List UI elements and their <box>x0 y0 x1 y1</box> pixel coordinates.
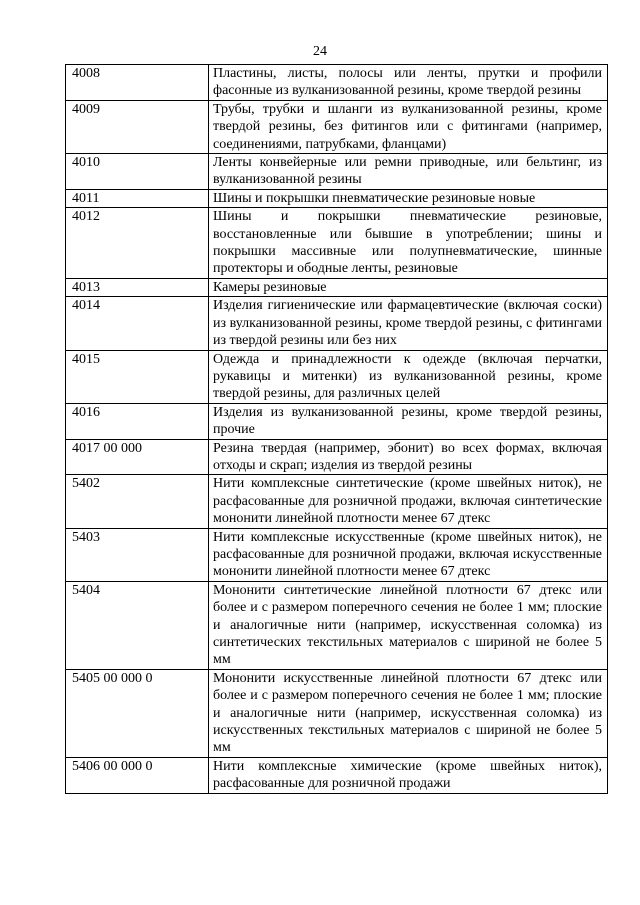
description-cell: Камеры резиновые <box>209 278 608 296</box>
table-row <box>66 278 608 296</box>
table-row <box>66 669 608 757</box>
table-row <box>66 154 608 190</box>
code-cell: 5406 00 000 0 <box>66 757 209 793</box>
code-cell: 4013 <box>66 278 209 296</box>
table-row <box>66 189 608 207</box>
table-body <box>66 65 608 794</box>
description-cell: Нити комплексные искусственные (кроме швейных ниток), не расфасованные для розничной продажи, включая искусственные мононити линейной плотности менее 67 дтекс <box>209 528 608 581</box>
description-cell: Шины и покрышки пневматические резиновые новые <box>209 189 608 207</box>
code-cell: 4009 <box>66 100 209 153</box>
description-cell: Мононити искусственные линейной плотности 67 дтекс или более и с размером поперечного сечения не более 1 мм; плоские и аналогичные нити (например, искусственная соломка) из искусственных текстильных материалов с шириной не более 5 мм <box>209 669 608 757</box>
code-cell: 5403 <box>66 528 209 581</box>
code-cell: 4016 <box>66 403 209 439</box>
tariff-code-table <box>65 64 608 794</box>
description-cell: Резина твердая (например, эбонит) во всех формах, включая отходы и скрап; изделия из твердой резины <box>209 439 608 475</box>
description-cell: Ленты конвейерные или ремни приводные, или бельтинг, из вулканизованной резины <box>209 154 608 190</box>
table-row <box>66 757 608 793</box>
page-number: 24 <box>313 44 327 59</box>
table-row <box>66 297 608 350</box>
table-row <box>66 350 608 403</box>
table-row <box>66 528 608 581</box>
code-cell: 5405 00 000 0 <box>66 669 209 757</box>
code-cell: 5404 <box>66 581 209 669</box>
code-cell: 4017 00 000 <box>66 439 209 475</box>
code-cell: 4010 <box>66 154 209 190</box>
code-cell: 4012 <box>66 208 209 279</box>
description-cell: Трубы, трубки и шланги из вулканизованной резины, кроме твердой резины, без фитингов или с фитингами (например, соединениями, патрубками, фланцами) <box>209 100 608 153</box>
table-row <box>66 581 608 669</box>
description-cell: Изделия из вулканизованной резины, кроме твердой резины, прочие <box>209 403 608 439</box>
table-row <box>66 475 608 528</box>
table-row <box>66 100 608 153</box>
code-cell: 4008 <box>66 65 209 101</box>
table-row <box>66 439 608 475</box>
description-cell: Мононити синтетические линейной плотности 67 дтекс или более и с размером поперечного сечения не более 1 мм; плоские и аналогичные нити (например, искусственная соломка) из синтетических текстильных материалов с шириной не более 5 мм <box>209 581 608 669</box>
description-cell: Нити комплексные химические (кроме швейных ниток), расфасованные для розничной продажи <box>209 757 608 793</box>
code-cell: 4011 <box>66 189 209 207</box>
table-row <box>66 208 608 279</box>
description-cell: Нити комплексные синтетические (кроме швейных ниток), не расфасованные для розничной продажи, включая синтетические мононити линейной плотности менее 67 дтекс <box>209 475 608 528</box>
table-row <box>66 403 608 439</box>
description-cell: Одежда и принадлежности к одежде (включая перчатки, рукавицы и митенки) из вулканизованной резины, кроме твердой резины, для различных целей <box>209 350 608 403</box>
code-cell: 4014 <box>66 297 209 350</box>
description-cell: Пластины, листы, полосы или ленты, прутки и профили фасонные из вулканизованной резины, кроме твердой резины <box>209 65 608 101</box>
description-cell: Шины и покрышки пневматические резиновые, восстановленные или бывшие в употреблении; шины и покрышки массивные или полупневматические, шинные протекторы и ободные ленты, резиновые <box>209 208 608 279</box>
table-row <box>66 65 608 101</box>
description-cell: Изделия гигиенические или фармацевтические (включая соски) из вулканизованной резины, кроме твердой резины, с фитингами из твердой резины или без них <box>209 297 608 350</box>
code-cell: 4015 <box>66 350 209 403</box>
code-cell: 5402 <box>66 475 209 528</box>
